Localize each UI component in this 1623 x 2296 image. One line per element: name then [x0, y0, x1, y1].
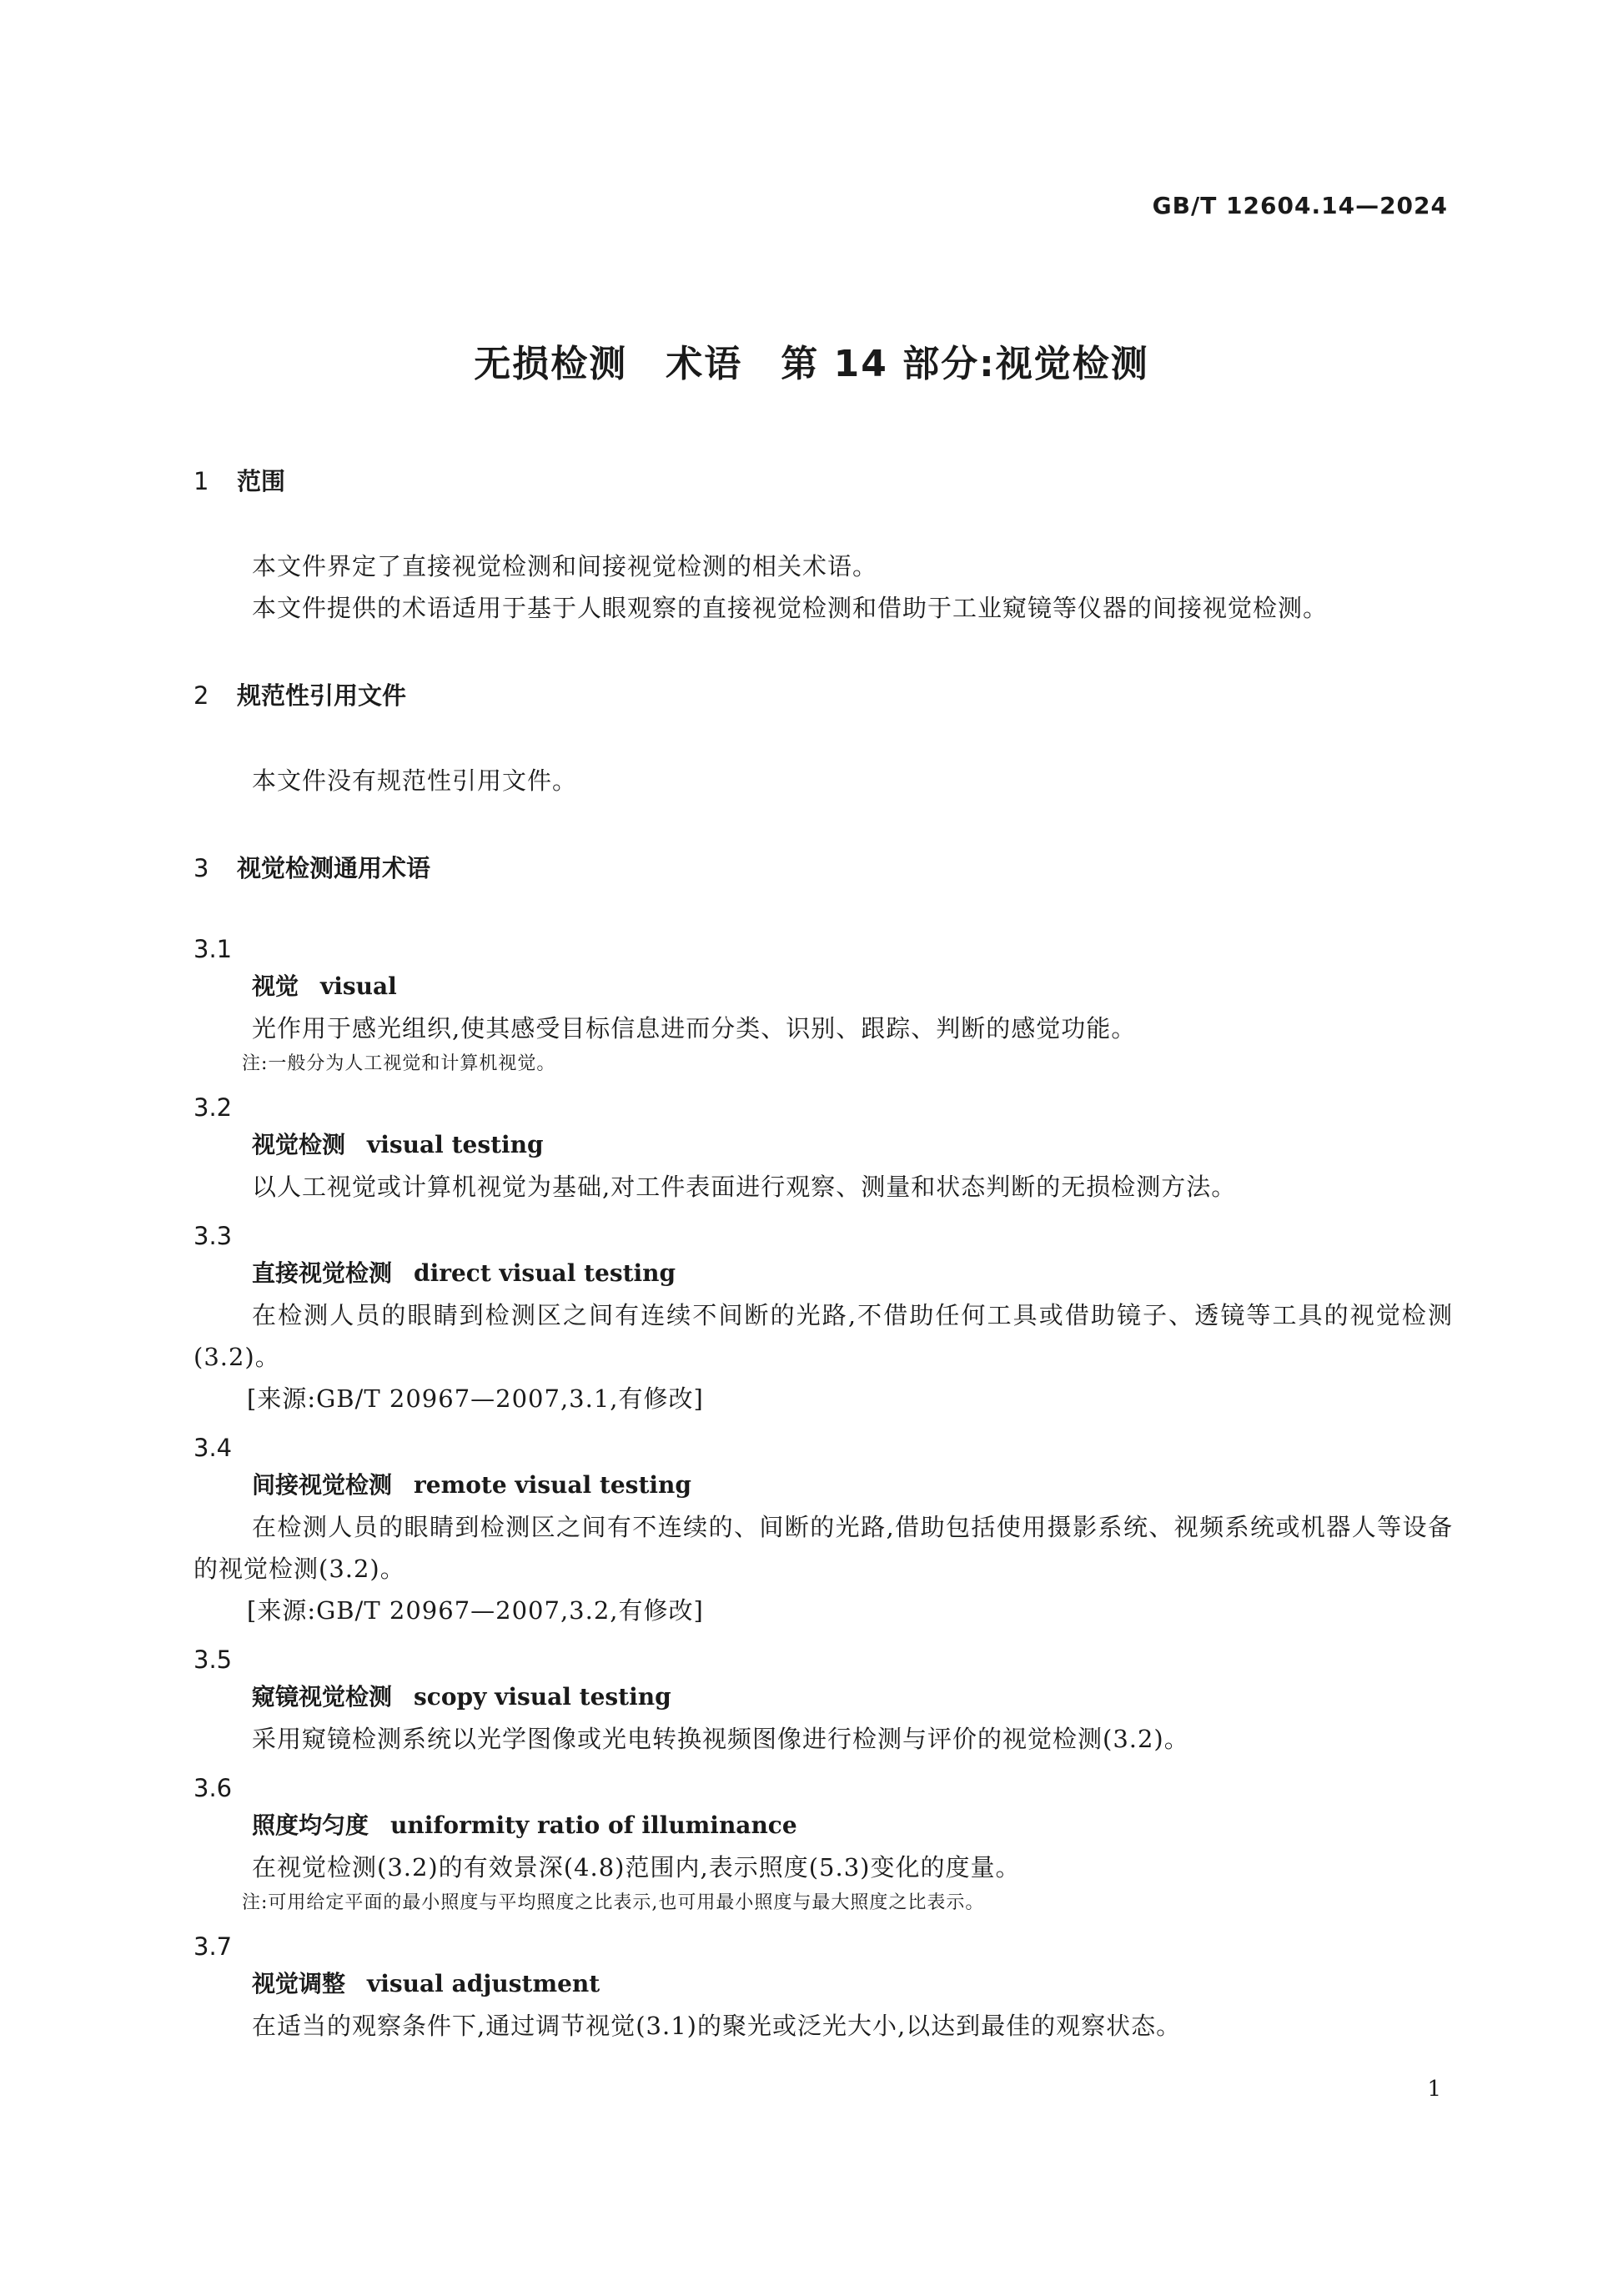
- term-name: [193, 966, 1453, 1007]
- section-heading-general-terms: [193, 850, 1453, 884]
- term-number: 3.7: [193, 1932, 233, 1961]
- term-number: 3.2: [193, 1093, 233, 1122]
- term-number: 3.5: [193, 1645, 233, 1674]
- term-definition: 采用窥镜检测系统以光学图像或光电转换视频图像进行检测与评价的视觉检测(3.2)。: [252, 1725, 1189, 1753]
- paragraph: 本文件界定了直接视觉检测和间接视觉检测的相关术语。: [252, 552, 878, 580]
- term-name-en: uniformity ratio of illuminance: [390, 1811, 797, 1839]
- term-number: 3.1: [193, 935, 233, 963]
- term-number: 3.3: [193, 1222, 233, 1250]
- term-definition: 以人工视觉或计算机视觉为基础,对工件表面进行观察、测量和状态判断的无损检测方法。: [252, 1173, 1237, 1201]
- section-number: 3: [193, 854, 209, 882]
- standard-code: GB/T 12604.14—2024: [1152, 192, 1448, 219]
- section-number: 2: [193, 681, 209, 710]
- page-number: 1: [1427, 2077, 1441, 2102]
- document-body: [193, 463, 1453, 2047]
- term-name-zh: 照度均匀度: [252, 1811, 369, 1839]
- term-entry: [193, 932, 1453, 1079]
- term-name-zh: 窥镜视觉检测: [252, 1683, 393, 1711]
- term-source: [来源:GB/T 20967—2007,3.2,有修改]: [247, 1596, 704, 1625]
- term-name-en: visual testing: [367, 1131, 544, 1158]
- paragraph: 本文件提供的术语适用于基于人眼观察的直接视觉检测和借助于工业窥镜等仪器的间接视觉检测。: [252, 594, 1329, 622]
- term-definition: 在视觉检测(3.2)的有效景深(4.8)范围内,表示照度(5.3)变化的度量。: [252, 1853, 1021, 1882]
- term-name-zh: 视觉检测: [252, 1131, 346, 1158]
- term-name: [193, 1124, 1453, 1166]
- term-entry: [193, 1930, 1453, 2047]
- term-name-en: remote visual testing: [414, 1471, 691, 1499]
- term-name: [193, 1963, 1453, 2005]
- term-source: [来源:GB/T 20967—2007,3.1,有修改]: [247, 1384, 704, 1413]
- term-entry: [193, 1771, 1453, 1918]
- term-number: 3.6: [193, 1774, 233, 1802]
- term-entry: [193, 1431, 1453, 1631]
- term-name: [193, 1465, 1453, 1506]
- term-name-zh: 直接视觉检测: [252, 1259, 393, 1287]
- term-definition: 在适当的观察条件下,通过调节视觉(3.1)的聚光或泛光大小,以达到最佳的观察状态。: [252, 2012, 1182, 2040]
- term-name-en: visual: [320, 972, 397, 1000]
- term-entry: [193, 1643, 1453, 1760]
- term-name-zh: 视觉: [252, 972, 299, 1000]
- paragraph: 本文件没有规范性引用文件。: [252, 766, 578, 795]
- term-note: 注:可用给定平面的最小照度与平均照度之比表示,也可用最小照度与最大照度之比表示。: [242, 1892, 985, 1913]
- term-entry: [193, 1091, 1453, 1208]
- term-name-en: direct visual testing: [414, 1259, 676, 1287]
- section-title: 范围: [237, 467, 286, 495]
- section-title: 规范性引用文件: [237, 681, 407, 710]
- section-heading-normative-references: [193, 677, 1453, 711]
- term-definition: 在检测人员的眼睛到检测区之间有连续不间断的光路,不借助任何工具或借助镜子、透镜等工具的视觉检测(3.2)。: [193, 1301, 1453, 1371]
- section-number: 1: [193, 467, 209, 495]
- term-note: 注:一般分为人工视觉和计算机视觉。: [242, 1053, 556, 1074]
- term-definition: 在检测人员的眼睛到检测区之间有不连续的、间断的光路,借助包括使用摄影系统、视频系统或机器人等设备的视觉检测(3.2)。: [193, 1513, 1453, 1583]
- document-title: 无损检测 术语 第 14 部分:视觉检测: [474, 343, 1149, 385]
- term-name: [193, 1253, 1453, 1294]
- term-name-zh: 间接视觉检测: [252, 1471, 393, 1499]
- term-name: [193, 1805, 1453, 1846]
- section-title: 视觉检测通用术语: [237, 854, 431, 882]
- term-number: 3.4: [193, 1434, 233, 1462]
- term-entry: [193, 1219, 1453, 1419]
- term-definition: 光作用于感光组织,使其感受目标信息进而分类、识别、跟踪、判断的感觉功能。: [252, 1014, 1137, 1042]
- section-heading-scope: [193, 463, 1453, 497]
- term-name-en: scopy visual testing: [414, 1683, 671, 1711]
- term-name-zh: 视觉调整: [252, 1970, 346, 1997]
- term-name: [193, 1676, 1453, 1718]
- term-name-en: visual adjustment: [367, 1970, 600, 1997]
